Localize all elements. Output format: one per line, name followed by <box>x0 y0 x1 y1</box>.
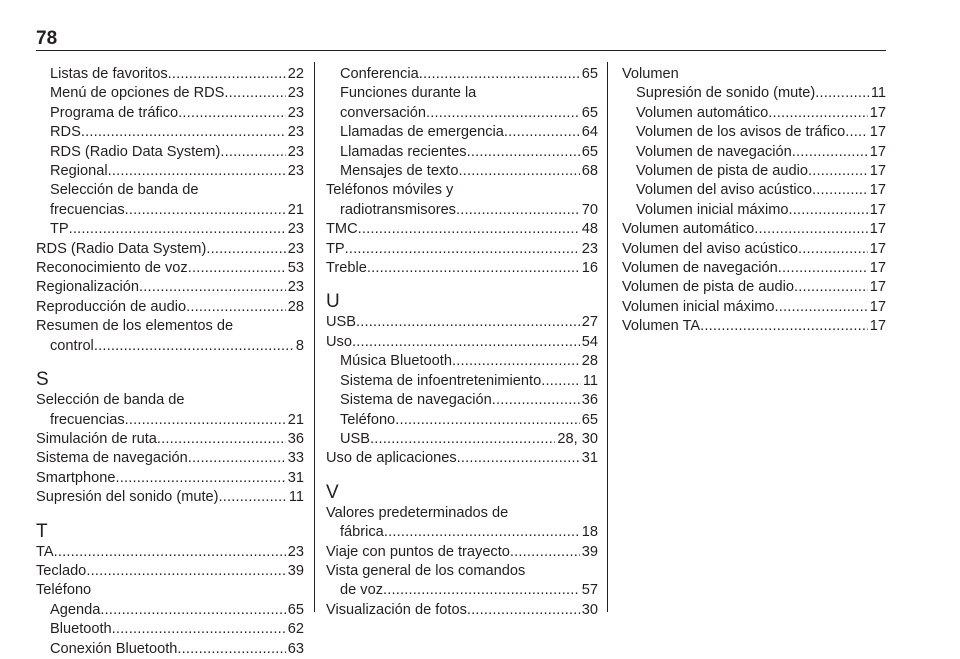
index-entry <box>326 162 598 181</box>
entry-page[interactable]: 65 <box>581 411 598 428</box>
entry-label: TP <box>50 221 69 238</box>
entry-label: Volumen automático <box>622 221 755 238</box>
index-entry <box>36 469 304 488</box>
section-letter: S <box>36 369 49 391</box>
entry-label: TMC <box>326 221 358 238</box>
index-entry <box>326 504 598 523</box>
dot-leader <box>808 162 868 181</box>
entry-label: Supresión de sonido (mute) <box>636 85 816 102</box>
index-entry <box>36 601 304 620</box>
index-entry <box>36 317 304 336</box>
entry-page[interactable]: 21 <box>287 201 304 218</box>
entry-label: Viaje con puntos de trayecto <box>326 543 510 560</box>
entry-label: Teléfono <box>36 582 92 599</box>
entry-label: conversación <box>340 104 426 121</box>
dot-leader <box>457 449 580 468</box>
dot-leader <box>700 317 868 336</box>
entry-page[interactable]: 39 <box>287 562 304 579</box>
entry-page[interactable]: 17 <box>869 163 886 180</box>
entry-page[interactable]: 65 <box>581 143 598 160</box>
entry-page[interactable]: 62 <box>287 621 304 638</box>
index-entry <box>36 391 304 410</box>
entry-page[interactable]: 70 <box>581 201 598 218</box>
index-entry <box>36 337 304 356</box>
entry-label: Regional <box>50 163 108 180</box>
dot-leader <box>452 352 580 371</box>
index-entry <box>36 640 304 659</box>
index-entry <box>326 104 598 123</box>
entry-page[interactable]: 31 <box>287 469 304 486</box>
index-entry <box>622 104 886 123</box>
index-entry <box>36 620 304 639</box>
index-entry <box>326 372 598 391</box>
entry-label: RDS (Radio Data System) <box>50 143 221 160</box>
dot-leader <box>219 488 287 507</box>
entry-label: Volumen de los avisos de tráfico <box>636 124 846 141</box>
dot-leader <box>383 581 580 600</box>
index-entry <box>36 259 304 278</box>
entry-label: Teclado <box>36 562 87 579</box>
index-entry <box>326 143 598 162</box>
dot-leader <box>467 601 580 620</box>
index-entry <box>36 181 304 200</box>
dot-leader <box>112 620 286 639</box>
entry-page[interactable]: 65 <box>287 601 304 618</box>
entry-label: Selección de banda de <box>50 182 199 199</box>
index-entry <box>326 352 598 371</box>
dot-leader <box>541 372 581 391</box>
entry-label: RDS <box>50 124 81 141</box>
entry-page[interactable]: 48 <box>581 221 598 238</box>
dot-leader <box>789 201 868 220</box>
index-entry <box>326 220 598 239</box>
page-number: 78 <box>36 28 58 49</box>
entry-label: Volumen de pista de audio <box>622 279 795 296</box>
index-entry <box>326 523 598 542</box>
dot-leader <box>768 104 868 123</box>
dot-leader <box>798 240 868 259</box>
column-divider <box>314 62 315 612</box>
entry-page[interactable]: 23 <box>287 163 304 180</box>
index-entry <box>36 562 304 581</box>
entry-label: Programa de tráfico <box>50 104 179 121</box>
entry-page[interactable]: 17 <box>869 260 886 277</box>
entry-label: control <box>50 337 94 354</box>
entry-page[interactable]: 28 <box>287 298 304 315</box>
entry-label: Conexión Bluetooth <box>50 640 178 657</box>
entry-label: Visualización de fotos <box>326 601 467 618</box>
dot-leader <box>220 143 285 162</box>
entry-page[interactable]: 27 <box>581 314 598 331</box>
dot-leader <box>186 298 286 317</box>
index-entry <box>36 298 304 317</box>
entry-page[interactable]: 36 <box>287 430 304 447</box>
entry-label: de voz <box>340 582 383 599</box>
index-entry <box>622 143 886 162</box>
entry-page[interactable]: 11 <box>288 489 304 506</box>
entry-label: Conferencia <box>340 66 419 82</box>
entry-label: Volumen automático <box>636 104 769 121</box>
dot-leader <box>100 601 285 620</box>
dot-leader <box>206 240 285 259</box>
entry-label: Volumen inicial máximo <box>622 298 775 315</box>
index-entry <box>622 201 886 220</box>
entry-label: Volumen de navegación <box>636 143 792 160</box>
entry-label: TA <box>36 543 54 560</box>
entry-label: Supresión del sonido (mute) <box>36 489 219 506</box>
index-entry <box>36 123 304 142</box>
index-entry <box>326 391 598 410</box>
index-entry <box>622 181 886 200</box>
index-entry <box>326 601 598 620</box>
section-letter: U <box>326 291 340 313</box>
entry-page[interactable]: 17 <box>869 221 886 238</box>
index-entry <box>36 143 304 162</box>
index-entry <box>36 430 304 449</box>
entry-page[interactable]: 63 <box>287 640 304 657</box>
index-entry <box>326 313 598 332</box>
index-entry <box>326 430 598 449</box>
dot-leader <box>458 162 579 181</box>
dot-leader <box>419 65 580 84</box>
entry-label: Llamadas recientes <box>340 143 467 160</box>
entry-page[interactable]: 8 <box>295 337 304 354</box>
index-entry <box>36 581 304 600</box>
dot-leader <box>168 65 286 84</box>
entry-label: TP <box>326 240 345 257</box>
entry-page[interactable]: 18 <box>581 524 598 541</box>
dot-leader <box>426 104 580 123</box>
entry-page[interactable]: 17 <box>869 318 886 335</box>
index-entry <box>326 65 598 84</box>
entry-page[interactable]: 28, 30 <box>557 430 598 447</box>
entry-page[interactable]: 11 <box>870 85 886 102</box>
entry-label: Reproducción de audio <box>36 298 187 315</box>
index-entry <box>622 259 886 278</box>
dot-leader <box>356 313 580 332</box>
entry-page[interactable]: 17 <box>869 143 886 160</box>
index-entry <box>36 65 304 84</box>
entry-label: Volumen del aviso acústico <box>622 240 799 257</box>
entry-page[interactable]: 30 <box>581 601 598 618</box>
dot-leader <box>384 523 580 542</box>
index-entry <box>36 84 304 103</box>
index-entry <box>622 84 886 103</box>
entry-label: Sistema de navegación <box>340 392 492 409</box>
dot-leader <box>125 411 286 430</box>
dot-leader <box>395 411 580 430</box>
index-entry <box>326 84 598 103</box>
entry-page[interactable]: 23 <box>287 143 304 160</box>
entry-page[interactable]: 23 <box>287 85 304 102</box>
entry-page[interactable]: 64 <box>581 124 598 141</box>
entry-page[interactable]: 53 <box>287 260 304 277</box>
entry-label: Teléfono <box>340 411 396 428</box>
column-divider <box>607 62 608 612</box>
index-entry <box>36 220 304 239</box>
dot-leader <box>116 469 286 488</box>
index-entry <box>326 333 598 352</box>
entry-label: Selección de banda de <box>36 392 185 409</box>
entry-label: Llamadas de emergencia <box>340 124 504 141</box>
dot-leader <box>188 259 286 278</box>
dot-leader <box>69 220 286 239</box>
entry-label: USB <box>326 314 357 331</box>
dot-leader <box>352 333 580 352</box>
entry-page[interactable]: 23 <box>287 543 304 560</box>
entry-page[interactable]: 36 <box>581 392 598 409</box>
index-entry <box>622 278 886 297</box>
entry-page[interactable]: 39 <box>581 543 598 560</box>
dot-leader <box>86 562 285 581</box>
entry-label: Agenda <box>50 601 101 618</box>
dot-leader <box>467 143 580 162</box>
entry-page[interactable]: 65 <box>581 66 598 82</box>
entry-page[interactable]: 17 <box>869 240 886 257</box>
entry-label: Treble <box>326 260 367 277</box>
entry-page[interactable]: 65 <box>581 104 598 121</box>
dot-leader <box>94 337 294 356</box>
index-entry <box>622 317 886 336</box>
entry-label: Valores predeterminados de <box>326 504 509 521</box>
dot-leader <box>367 259 580 278</box>
entry-label: Funciones durante la <box>340 85 477 102</box>
entry-label: Vista general de los comandos <box>326 562 526 579</box>
entry-label: Menú de opciones de RDS <box>50 85 225 102</box>
entry-page[interactable]: 17 <box>869 279 886 296</box>
entry-label: Listas de favoritos <box>50 66 168 82</box>
dot-leader <box>125 201 286 220</box>
index-entry <box>36 488 304 507</box>
entry-page[interactable]: 23 <box>287 240 304 257</box>
entry-label: Música Bluetooth <box>340 353 452 370</box>
entry-page[interactable]: 17 <box>869 182 886 199</box>
index-entry <box>622 220 886 239</box>
entry-label: Reconocimiento de voz <box>36 260 188 277</box>
entry-page[interactable]: 17 <box>869 104 886 121</box>
dot-leader <box>224 84 285 103</box>
entry-label: frecuencias <box>50 411 125 428</box>
section-letter: V <box>326 481 339 503</box>
dot-leader <box>370 430 555 449</box>
dot-leader <box>504 123 580 142</box>
entry-label: Uso de aplicaciones <box>326 450 457 467</box>
entry-page[interactable]: 17 <box>869 124 886 141</box>
entry-label: fábrica <box>340 524 384 541</box>
entry-label: frecuencias <box>50 201 125 218</box>
index-entry <box>36 449 304 468</box>
entry-label: USB <box>340 430 371 447</box>
entry-page[interactable]: 54 <box>581 333 598 350</box>
index-entry <box>36 411 304 430</box>
index-entry <box>622 298 886 317</box>
entry-label: Volumen de pista de audio <box>636 163 809 180</box>
index-entry <box>326 581 598 600</box>
entry-page[interactable]: 16 <box>581 260 598 277</box>
index-entry <box>36 201 304 220</box>
entry-page[interactable]: 17 <box>869 298 886 315</box>
dot-leader <box>345 240 580 259</box>
entry-page[interactable]: 21 <box>287 411 304 428</box>
dot-leader <box>492 391 580 410</box>
index-column-1 <box>36 65 304 659</box>
index-entry <box>326 123 598 142</box>
section-letter: T <box>36 520 48 542</box>
dot-leader <box>794 278 868 297</box>
index-entry <box>326 562 598 581</box>
entry-label: Sistema de navegación <box>36 450 188 467</box>
dot-leader <box>754 220 868 239</box>
entry-label: Volumen inicial máximo <box>636 201 789 218</box>
dot-leader <box>775 298 868 317</box>
index-entry <box>622 162 886 181</box>
dot-leader <box>510 543 580 562</box>
entry-label: radiotransmisores <box>340 201 456 218</box>
dot-leader <box>845 123 867 142</box>
header-rule <box>36 50 886 51</box>
dot-leader <box>812 181 868 200</box>
index-entry <box>36 162 304 181</box>
entry-label: RDS (Radio Data System) <box>36 240 207 257</box>
dot-leader <box>792 143 868 162</box>
entry-label: Smartphone <box>36 469 116 486</box>
entry-page[interactable]: 22 <box>287 66 304 82</box>
index-entry <box>622 65 886 84</box>
entry-label: Uso <box>326 333 352 350</box>
entry-page[interactable]: 33 <box>287 450 304 467</box>
dot-leader <box>139 278 286 297</box>
dot-leader <box>157 430 286 449</box>
dot-leader <box>815 84 869 103</box>
index-entry <box>36 543 304 562</box>
entry-page[interactable]: 57 <box>581 582 598 599</box>
dot-leader <box>358 220 580 239</box>
entry-label: Bluetooth <box>50 621 112 638</box>
index-entry <box>326 259 598 278</box>
entry-page[interactable]: 11 <box>582 372 598 389</box>
index-column-3 <box>622 65 886 337</box>
entry-page[interactable]: 23 <box>287 104 304 121</box>
entry-page[interactable]: 31 <box>581 450 598 467</box>
entry-label: Sistema de infoentretenimiento <box>340 372 542 389</box>
entry-page[interactable]: 23 <box>581 240 598 257</box>
entry-label: Volumen <box>622 66 679 82</box>
dot-leader <box>178 104 286 123</box>
dot-leader <box>177 640 285 659</box>
index-entry <box>622 240 886 259</box>
dot-leader <box>108 162 286 181</box>
entry-page[interactable]: 68 <box>581 163 598 180</box>
index-entry <box>326 240 598 259</box>
index-column-2 <box>326 65 598 620</box>
index-entry <box>326 411 598 430</box>
dot-leader <box>54 543 286 562</box>
index-entry <box>36 104 304 123</box>
index-entry <box>326 449 598 468</box>
entry-page[interactable]: 23 <box>287 221 304 238</box>
entry-page[interactable]: 28 <box>581 353 598 370</box>
entry-label: Regionalización <box>36 279 140 296</box>
entry-label: Volumen de navegación <box>622 260 778 277</box>
dot-leader <box>188 449 286 468</box>
entry-label: Volumen TA <box>622 318 701 335</box>
dot-leader <box>81 123 286 142</box>
entry-label: Simulación de ruta <box>36 430 157 447</box>
entry-label: Volumen del aviso acústico <box>636 182 813 199</box>
entry-page[interactable]: 23 <box>287 124 304 141</box>
index-entry <box>622 123 886 142</box>
index-entry <box>326 201 598 220</box>
index-entry <box>36 240 304 259</box>
index-entry <box>36 278 304 297</box>
entry-page[interactable]: 17 <box>869 201 886 218</box>
index-entry <box>326 181 598 200</box>
dot-leader <box>778 259 868 278</box>
entry-page[interactable]: 23 <box>287 279 304 296</box>
entry-label: Teléfonos móviles y <box>326 182 454 199</box>
dot-leader <box>456 201 580 220</box>
index-entry <box>326 543 598 562</box>
entry-label: Resumen de los elementos de <box>36 318 234 335</box>
entry-label: Mensajes de texto <box>340 163 459 180</box>
